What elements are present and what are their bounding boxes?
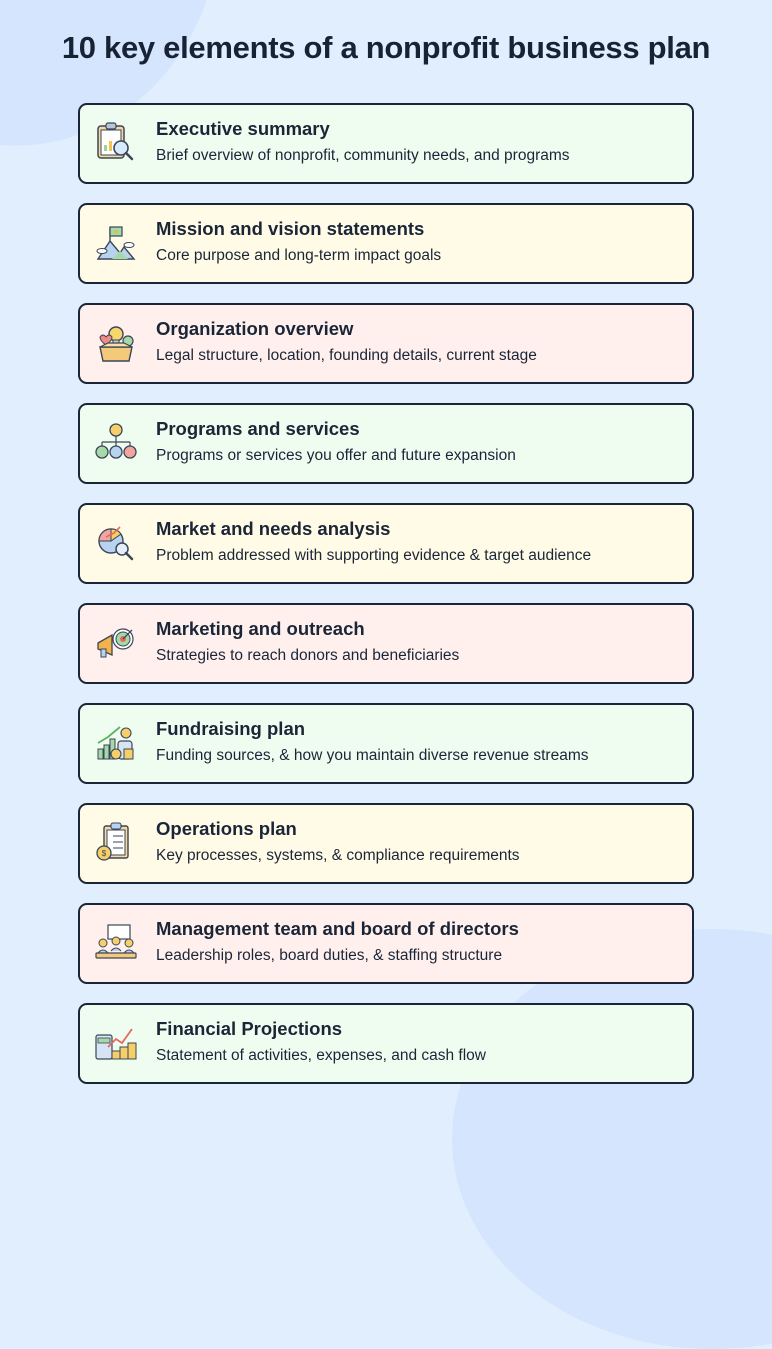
element-card-mission-vision (78, 203, 694, 284)
card-description: Problem addressed with supporting evidence & target audience (156, 547, 592, 564)
page-title: 10 key elements of a nonprofit business plan (61, 30, 711, 65)
svg-text:★: ★ (112, 229, 120, 236)
calculator-growth-icon (94, 1021, 138, 1065)
team-meeting-icon (94, 921, 138, 965)
card-description: Programs or services you offer and future expansion (156, 447, 516, 464)
element-card-executive-summary (78, 103, 694, 184)
card-title: Operations plan (156, 818, 297, 839)
element-card-market-analysis (78, 503, 694, 584)
card-description: Funding sources, & how you maintain diverse revenue streams (156, 747, 589, 764)
checklist-coin-icon (94, 821, 138, 865)
card-description: Leadership roles, board duties, & staffing structure (156, 947, 503, 964)
growth-coins-icon (94, 721, 138, 765)
org-chart-icon (94, 421, 138, 465)
element-card-fundraising-plan (78, 703, 694, 784)
svg-text:$: $ (101, 849, 107, 858)
card-title: Marketing and outreach (156, 618, 365, 639)
card-title: Executive summary (156, 118, 330, 139)
megaphone-target-icon (94, 621, 138, 665)
card-description: Key processes, systems, & compliance requirements (156, 847, 520, 864)
card-description: Statement of activities, expenses, and cash flow (156, 1047, 486, 1064)
clipboard-magnifier-icon (94, 121, 138, 165)
card-title: Management team and board of directors (156, 918, 519, 939)
card-title: Mission and vision statements (156, 218, 425, 239)
card-description: Core purpose and long-term impact goals (156, 247, 442, 264)
element-card-management-team (78, 903, 694, 984)
card-title: Fundraising plan (156, 718, 306, 739)
card-title: Programs and services (156, 418, 360, 439)
element-card-organization-overview (78, 303, 694, 384)
background-shape-bottom-right (452, 929, 772, 1349)
element-card-marketing-outreach (78, 603, 694, 684)
mountain-flag-icon (94, 221, 138, 265)
element-card-operations-plan (78, 803, 694, 884)
element-card-financial-projections (78, 1003, 694, 1084)
pie-chart-magnifier-icon (94, 521, 138, 565)
card-description: Strategies to reach donors and beneficiaries (156, 647, 460, 664)
card-title: Market and needs analysis (156, 518, 391, 539)
box-lightbulb-icon (94, 321, 138, 365)
card-description: Legal structure, location, founding details, current stage (156, 347, 537, 364)
card-description: Brief overview of nonprofit, community needs, and programs (156, 147, 570, 164)
element-card-programs-services (78, 403, 694, 484)
card-title: Financial Projections (156, 1018, 343, 1039)
card-title: Organization overview (156, 318, 354, 339)
